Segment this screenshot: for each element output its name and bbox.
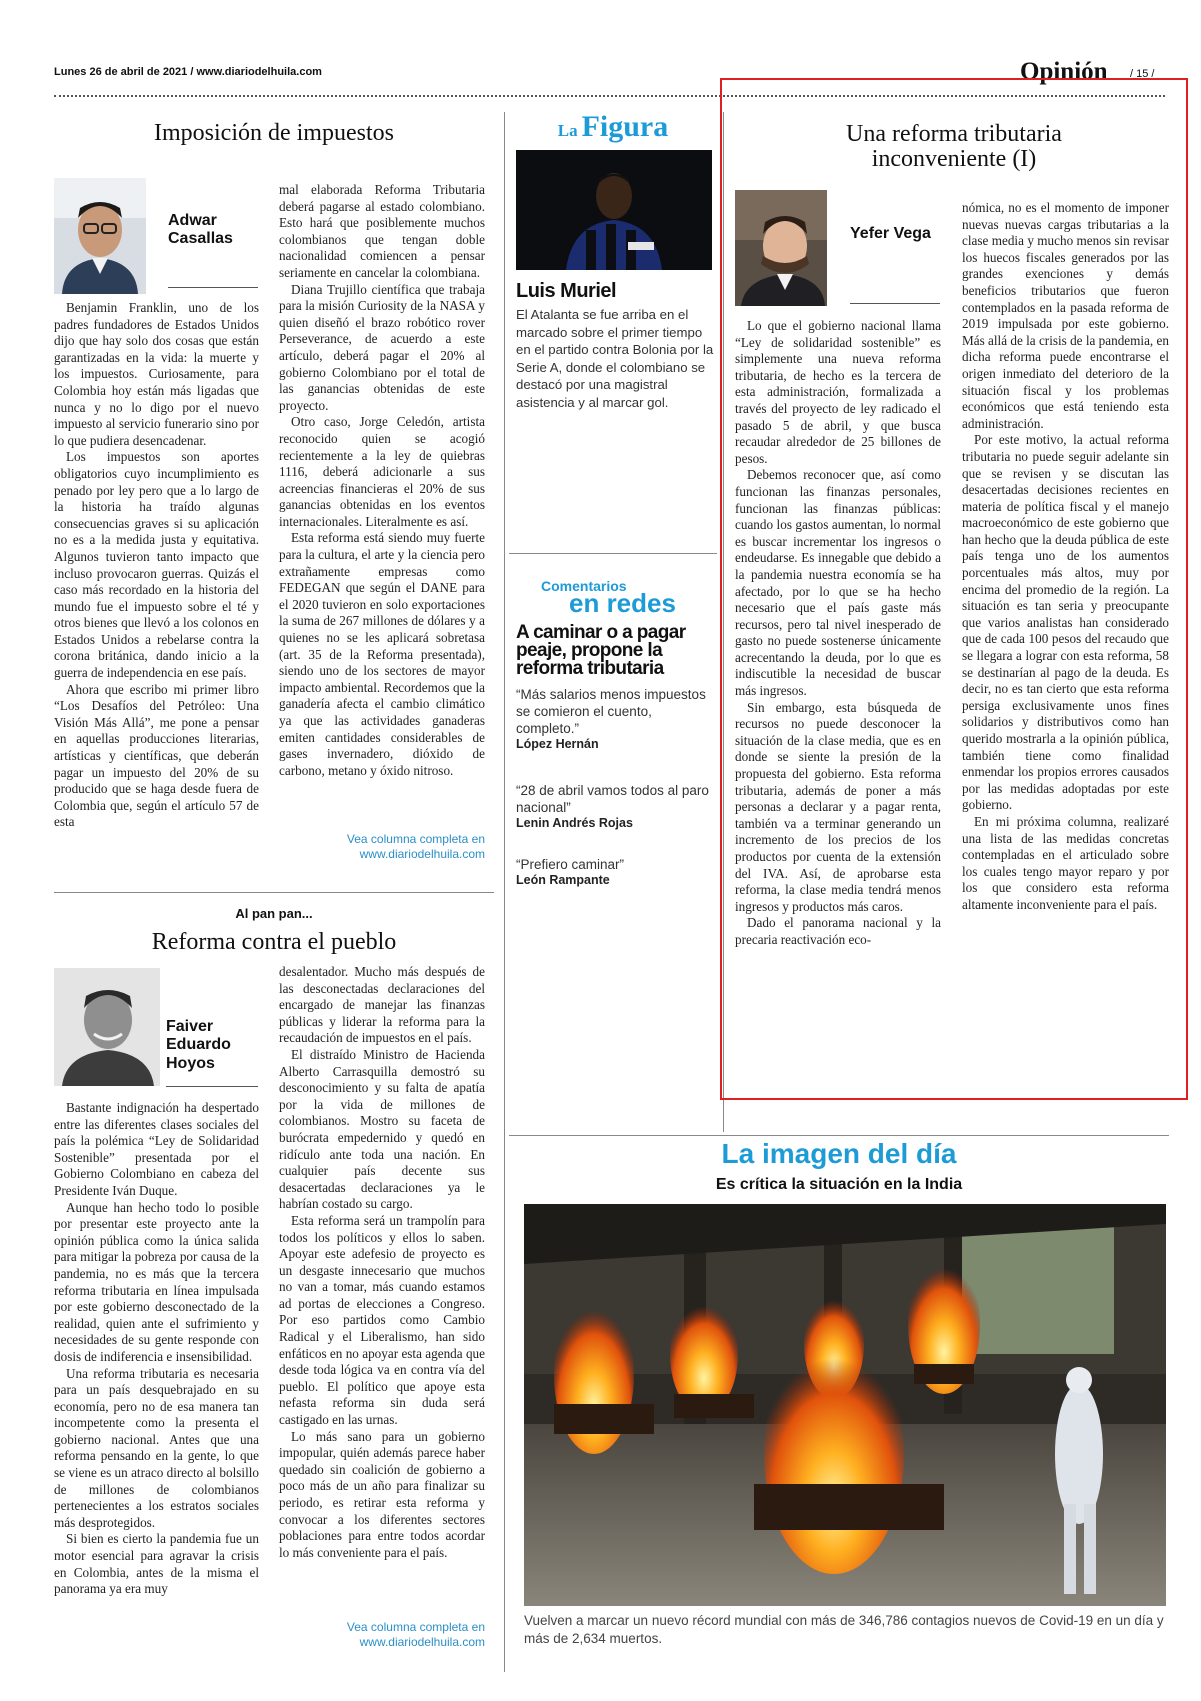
column-divider (504, 112, 505, 1672)
link-url: www.diariodelhuila.com (359, 1635, 485, 1649)
author-name-line: Hoyos (166, 1054, 215, 1072)
header-date-site: Lunes 26 de abril de 2021 / www.diariodelhuila.com (54, 66, 322, 78)
author-photo (54, 968, 160, 1086)
author-name-line: Faiver (166, 1018, 214, 1035)
paragraph: mal elaborada Reforma Tributaria deberá pagarse al estado colombiano. Esto hará que posiblemente muchos colombianos que tengan doble nacionalidad comiencen a pensar seriamente en cancelar la colombiana. (279, 182, 485, 280)
author-rule (168, 287, 258, 288)
article-column (735, 318, 941, 1058)
paragraph: Otro caso, Jorge Celedón, artista reconocido quien se acogió recientemente a la ley de quiebras 1116, deberá adicionarle a sus acreencias financieras el 20% de sus ganancias obtenidas en los eventos internacionales. Literalmente es así. (279, 414, 485, 529)
figura-label-small: La (557, 121, 578, 140)
paragraph: desalentador. Mucho más después de las desconectadas declaraciones del encargado de manejar las finanzas públicas y liderar la reforma para la recaudación de impuestos en el país. (279, 964, 485, 1046)
comment-author: López Hernán (516, 737, 599, 751)
paragraph: Debemos reconocer que, así como funcionan las finanzas personales, funcionan las finanzas públicas: cuando los gastos aumentan, lo normal es buscar incrementar los ingresos o endeudarse. Es innegable que debido a la pandemia nuestra economía se ha afectado, por lo que se ha hecho necesario que el país gaste más recursos, pero tal nivel inesperado de gasto no puede sostenerse únicamente acrecentando la deuda, por lo que es indiscutible la necesidad de buscar más ingresos. (735, 467, 941, 699)
paragraph: Los impuestos son aportes obligatorios cuyo incumplimiento es penado por ley pero que a lo largo de la historia ha traído algunas consecuencias graves si su aplicación no es a la medida justa y equitativa. Algunos tuvieron tanto impacto que incluso provocaron guerras. Quizás el caso más recordado en la historia del mundo fue el impuesto sobre el té y otros bienes que llevó a los colonos en Estados Unidos a rebelarse contra la corona británica, dando inicio a la guerra de independencia en ese país. (54, 449, 259, 681)
article-column (279, 964, 485, 1618)
article-column (54, 300, 259, 872)
comment-author: Lenin Andrés Rojas (516, 816, 633, 830)
section-divider (509, 1135, 1169, 1136)
link-label: Vea columna completa en (346, 832, 485, 846)
paragraph: Una reforma tributaria es necesaria para un país desquebrajado en su economía, pero no de esa manera tan incompetente como la presenta el gobierno nacional. Antes que una reforma pensando en la gente, lo que se viene es un atraco directo al bolsillo de millones de colombianos pertenecientes a los estratos sociales más desprotegidos. (54, 1365, 259, 1530)
figura-text: El Atalanta se fue arriba en el marcado sobre el primer tiempo en el partido contra Bolonia por la Serie A, donde el colombiano se destacó por una magistral asistencia y al marcar gol. (516, 307, 714, 410)
title-line: Una reforma tributaria (846, 121, 1062, 147)
paragraph: Aunque han hecho todo lo posible por presentar este proyecto ante la opinión pública como la única salida para mitigar la pobreza por causa de la pandemia, no es más que la tercera reforma tributaria en línea impulsada por este gobierno desconectado de la realidad, quien ante el sufrimiento y necesidades de su gente responde con dosis de indiferencia e insensibilidad. (54, 1199, 259, 1364)
comment-text: “Prefiero caminar” (516, 857, 625, 872)
article-title (728, 122, 1180, 172)
paragraph: Benjamin Franklin, uno de los padres fundadores de Estados Unidos dijo que hay solo dos cosas que están garantizadas en la vida: la muerte y los impuestos. Curiosamente, para Colombia hoy están más ligadas que nunca y no lo digo por el nuevo impuesto al servicio funerario sino por lo que pudiera desencadenar. (54, 300, 259, 448)
comment-text: “28 de abril vamos todos al paro nacional” (516, 783, 709, 815)
comment-item (516, 782, 716, 830)
link-label: Vea columna completa en (346, 1620, 485, 1634)
paragraph: Dado el panorama nacional y la precaria reactivación eco- (735, 915, 941, 947)
article-title: Reforma contra el pueblo (151, 929, 397, 955)
comment-author: León Rampante (516, 873, 610, 887)
comments-headline: A caminar o a pagar peaje, propone la reforma tributaria (516, 622, 686, 679)
paragraph: En mi próxima columna, realizaré una lista de las medidas concretas contempladas en el articulado sobre los cuales tengo mayor reparo y por los que considero esta reforma altamente inconveniente para el país. (962, 813, 1169, 912)
author-rule (166, 1086, 258, 1087)
article-column (962, 200, 1169, 1058)
article-title: Imposición de impuestos (154, 120, 394, 146)
article-column (279, 182, 485, 830)
figura-label (509, 110, 717, 144)
author-name-line: Eduardo (166, 1036, 231, 1054)
player-name: Luis Muriel (516, 280, 617, 302)
page-number: / 15 / (1130, 68, 1155, 80)
author-rule (850, 303, 940, 304)
section-divider (54, 892, 494, 893)
image-of-day-title: La imagen del día (721, 1138, 957, 1169)
paragraph: Lo que el gobierno nacional llama “Ley de solidaridad sostenible” es simplemente una nueva reforma tributaria, de hecho es la tercera de esta administración, formalizada a través del proyecto de ley radicado el pasado 5 de abril, y que busca recaudar alrededor de 25 billones de pesos. (735, 318, 941, 466)
paragraph: Bastante indignación ha despertado entre las diferentes clases sociales del país la polémica “Ley de Solidaridad Sostenible” presentada por el Gobierno Colombiano en cabeza del Presidente Iván Duque. (54, 1100, 259, 1198)
article-column (54, 1100, 259, 1668)
article-kicker: Al pan pan... (235, 906, 313, 921)
paragraph: El distraído Ministro de Hacienda Alberto Carrasquilla demostró su desconocimiento y su falta de apatía por la vida de millones de colombianos. Mostro su faceta de burócrata empedernido y quedó en ridículo ante toda una nación. En cualquier país decente sus desacertadas declaraciones ya le habrían costado su cargo. (279, 1046, 485, 1212)
author-photo (735, 190, 827, 306)
paragraph: Por este motivo, la actual reforma tributaria no puede seguir adelante sin que se revisen y se discutan las desacertadas decisiones recientes en materia de política fiscal y el manejo macroeconómico de este gobierno que han hecho que la deuda pública de este país tenga uno de los aumentos porcentuales más altos, muy por encima del promedio de la región. La situación es tan seria y preocupante que varios analistas han considerado que de cada 100 pesos del recaudo que se llegara a lograr con esta reforma, 58 se destinarían al pago de la deuda. Es decir, no es tan cierto que esta reforma persiga exclusivamente unos fines solidarios y distributivos como han querido mostrarla a la opinión pública, también tiene como finalidad enmendar los propios errores causados por las medidas adoptadas por este gobierno. (962, 432, 1169, 813)
section-divider (509, 553, 717, 554)
paragraph: Ahora que escribo mi primer libro “Los Desafíos del Petróleo: Una Visión Más Allá”, me pone a pensar en aquellas producciones literarias, artísticas y científicas, que deberán pagar un impuesto del 20% de su producido que se haga desde fuera de Colombia que, según el artículo 57 de esta (54, 681, 259, 830)
paragraph: Lo más sano para un gobierno impopular, quién además parece haber quedado sin coalición de gobierno a poco más de un año para finalizar su periodo, es retirar esta reforma y convocar a los diferentes sectores poblaciones para entre todos acordar lo más conveniente para el país. (279, 1428, 485, 1560)
image-of-day-photo (524, 1204, 1166, 1606)
comment-item (516, 856, 716, 887)
author-name (166, 1018, 266, 1073)
image-of-day-subtitle: Es crítica la situación en la India (715, 1176, 963, 1193)
player-photo (516, 150, 712, 270)
paragraph: Si bien es cierto la pandemia fue un motor esencial para agravar la crisis en Colombia, antes de la misma el panorama ya era muy (54, 1531, 259, 1597)
comments-label-big: en redes (569, 588, 676, 618)
paragraph: Esta reforma será un trampolín para todos los políticos y ellos lo saben. Apoyar este adefesio de proyecto es un desgaste innecesario que muchos no van a tomar, más cuando estamos ad portas de elecciones a Congreso. Por eso partidos como Cambio Radical y el Liberalismo, han sido enfáticos en no apoyar esta agenda que desde toda lógica va en contra vía del pueblo. El político que apoye esta nefasta reforma sin duda será castigado en las urnas. (279, 1212, 485, 1428)
author-name: Yefer Vega (850, 225, 931, 242)
title-line: inconveniente (I) (871, 146, 1037, 173)
comments-label-small: Comentarios (541, 578, 627, 594)
section-title: Opinión (1020, 58, 1108, 85)
full-column-link[interactable] (279, 832, 485, 862)
author-photo (54, 178, 146, 294)
figura-label-big: Figura (581, 110, 669, 143)
link-url: www.diariodelhuila.com (359, 847, 485, 861)
author-name: Adwar Casallas (168, 212, 233, 248)
paragraph: Diana Trujillo científica que trabaja para la misión Curiosity de la NASA y quien diseñó el brazo robótico rover Perseverance, de acuerdo a este artículo, deberá pagar el 20% al gobierno Colombiano por el total de las ganancias obtenidas de este proyecto. (279, 281, 485, 413)
image-of-day-caption: Vuelven a marcar un nuevo récord mundial con más de 346,786 contagios nuevos de Covid-19 en un día y más de 2,634 muertos. (524, 1613, 1164, 1646)
full-column-link[interactable] (279, 1620, 485, 1650)
paragraph: Esta reforma está siendo muy fuerte para la cultura, el arte y la ciencia pero extrañamente empresas como FEDEGAN que según el DANE para el 2020 tuvieron en solo exportaciones la suma de 267 millones de dólares y a quienes no se les aplicará sobretasa (art. 35 de la Reforma presentada), siendo uno de los sectores de mayor impacto ambiental. Recordemos que la ganadería afecta el cambio climático ya que las actividades ganaderas emiten cantidades considerables de gases invernadero, dióxido de carbono, metano y óxido nitroso. (279, 530, 485, 778)
paragraph: nómica, no es el momento de imponer nuevas nuevas cargas tributarias a la clase media y mucho menos sin revisar los huecos fiscales generados por las grandes exenciones y demás beneficios tributarios que fueron contemplados en la pasada reforma de 2019 impulsada por este gobierno. Más allá de la crisis de la pandemia, en dicha reforma puede encontrarse el origen inmediato del deterioro de la situación fiscal y los problemas económicos que está teniendo esta administración. (962, 200, 1169, 431)
comment-text: “Más salarios menos impuestos se comieron el cuento, completo.” (516, 687, 706, 736)
comment-item (516, 686, 716, 751)
paragraph: Sin embargo, esta búsqueda de recursos no puede desconocer la situación de la clase media, que es en donde se siente la presión de la propuesta del gobierno. Esta reforma tributaria, además de poner a más personas a declarar y a pagar renta, también va a terminar generando un incremento de los precios de los productos por cuenta de la extensión del IVA. Así, de aprobarse esta reforma, la clase media tendrá menos ingresos y productos más caros. (735, 699, 941, 914)
